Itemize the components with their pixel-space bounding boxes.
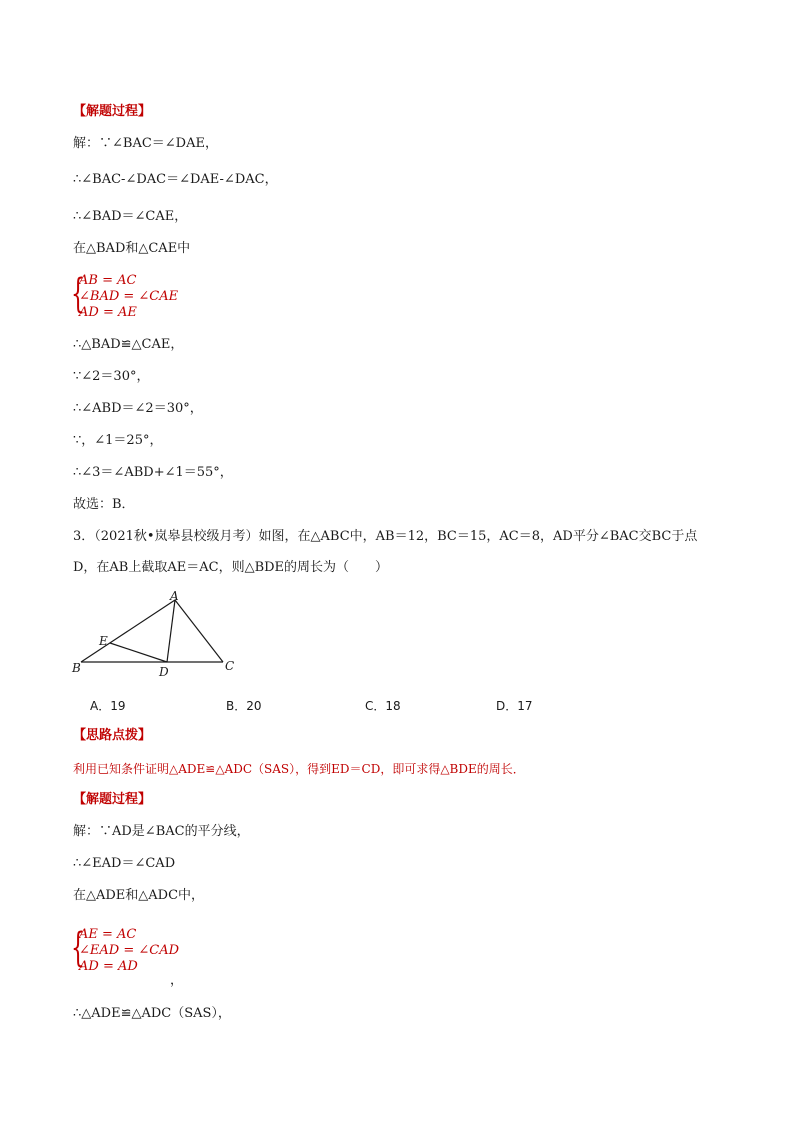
question-text-line-1: 3．（2021秋•岚皋县校级月考）如图，在△ABC中，AB＝12，BC＝15，AC＝8，AD平分∠BAC交BC于点	[73, 529, 698, 544]
system-row: ∠BAD = ∠CAE	[79, 289, 179, 304]
segment-ba	[81, 600, 175, 662]
solution-heading-1: 【解题过程】	[73, 104, 152, 119]
solution-heading-2: 【解题过程】	[73, 792, 152, 807]
step-line: ∴∠EAD＝∠CAD	[73, 856, 176, 871]
system-row: AB = AC	[79, 273, 137, 288]
label-d: D	[159, 665, 169, 679]
hint-heading: 【思路点拨】	[73, 728, 152, 743]
segment-ed	[110, 643, 167, 662]
triangle-figure	[68, 590, 248, 680]
segment-ac	[175, 600, 223, 662]
label-b: B	[72, 661, 81, 675]
option-a: A．19	[90, 699, 126, 713]
left-brace: {	[71, 925, 85, 971]
question-text-line-2: D，在AB上截取AE＝AC，则△BDE的周长为（ ）	[73, 560, 389, 575]
step-line: ∴∠3＝∠ABD+∠1＝55°，	[73, 465, 233, 480]
option-d: D．17	[496, 699, 533, 713]
label-a: A	[170, 590, 179, 603]
label-e: E	[99, 634, 108, 648]
system-row: AD = AE	[79, 305, 137, 320]
step-line: 在△ADE和△ADC中，	[73, 888, 205, 903]
step-line: ∵，∠1＝25°，	[73, 433, 163, 448]
step-line: ∵∠2＝30°，	[73, 369, 150, 384]
conclusion-line: ∴△ADE≌△ADC（SAS），	[73, 1006, 231, 1021]
option-b: B．20	[226, 699, 262, 713]
step-line: ∴∠BAC-∠DAC＝∠DAE-∠DAC，	[73, 172, 278, 187]
system-row: ∠EAD = ∠CAD	[79, 943, 180, 958]
step-line: ∴△BAD≌△CAE，	[73, 337, 184, 352]
step-line: 解：∵AD是∠BAC的平分线，	[73, 824, 250, 839]
hint-text: 利用已知条件证明△ADE≌△ADC（SAS），得到ED＝CD，即可求得△BDE的周长．	[73, 762, 525, 776]
system-row: AD = AD	[79, 959, 138, 974]
answer-line: 故选：B．	[73, 497, 135, 512]
system-comma: ，	[170, 973, 184, 988]
segment-ad	[167, 600, 175, 662]
left-brace: {	[71, 271, 85, 317]
step-line: 在△BAD和△CAE中	[73, 241, 191, 256]
system-row: AE = AC	[79, 927, 137, 942]
step-line: 解：∵∠BAC＝∠DAE，	[73, 136, 218, 151]
step-line: ∴∠ABD＝∠2＝30°，	[73, 401, 203, 416]
option-c: C．18	[365, 699, 401, 713]
step-line: ∴∠BAD＝∠CAE，	[73, 209, 188, 224]
label-c: C	[225, 659, 235, 673]
